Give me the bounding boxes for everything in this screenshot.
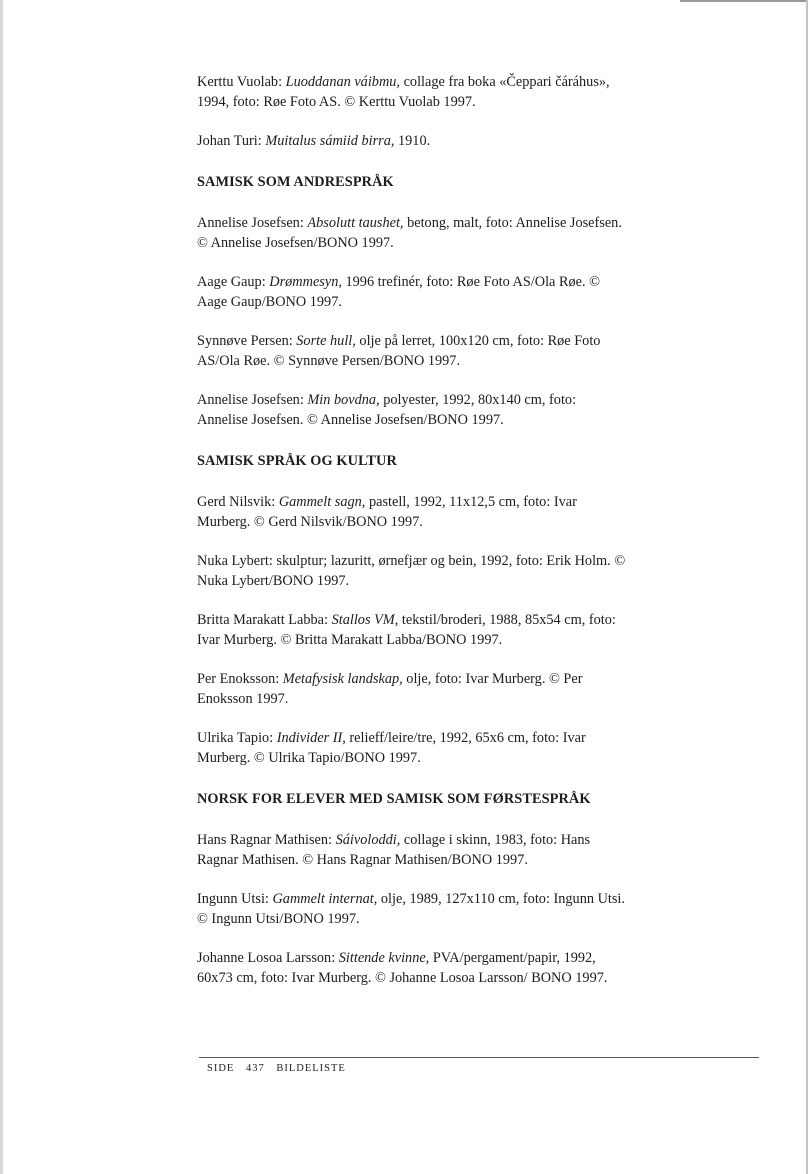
artwork-title: Gammelt internat, [272,891,378,907]
artwork-details: collage i skinn, 1983, foto: Hans Ragnar Mathisen. © Hans Ragnar Mathisen/BONO 1997. [197,832,591,868]
credit-entry [197,610,627,650]
artwork-details: 1910. [394,133,431,149]
section-heading: SAMISK SPRÅK OG KULTUR [197,453,397,469]
credit-entry [197,72,627,112]
credit-entry [197,213,627,253]
credit-entry [197,551,627,591]
artwork-details: polyester, 1992, 80x140 cm, foto: Annelise Josefsen. © Annelise Josefsen/BONO 1997. [197,392,577,428]
artwork-title: Drømmesyn, [269,274,342,290]
artist: Ulrika Tapio: [197,730,277,746]
artwork-title: Muitalus sámiid birra, [265,133,395,149]
artist: Johan Turi: [197,133,266,149]
artist: Per Enoksson: [197,671,283,687]
artwork-title: Individer II, [276,730,346,746]
artwork-details: 1996 trefinér, foto: Røe Foto AS/Ola Røe. © Aage Gaup/BONO 1997. [197,274,601,310]
credit-entry [197,272,627,312]
page-footer [207,1063,354,1074]
credit-entry [197,131,627,151]
artwork-details: PVA/pergament/papir, 1992, 60x73 cm, foto: Ivar Murberg. © Johanne Losoa Larsson/ BONO 1997. [197,950,608,986]
footer-label: SIDE [207,1063,235,1074]
artist: Aage Gaup: [197,274,270,290]
artist: Annelise Josefsen: [197,215,308,231]
artwork-details: olje, foto: Ivar Murberg. © Per Enoksson 1997. [197,671,583,707]
credit-entry [197,728,627,768]
credit-entry [197,889,627,929]
credit-entry [197,331,627,371]
artwork-details: collage fra boka «Čeppari čáráhus», 1994, foto: Røe Foto AS. © Kerttu Vuolab 1997. [197,74,610,110]
artist: Gerd Nilsvik: [197,494,279,510]
credit-entry [197,669,627,709]
artwork-details: olje, 1989, 127x110 cm, foto: Ingunn Utsi. © Ingunn Utsi/BONO 1997. [197,891,625,927]
credit-entry [197,830,627,870]
section-heading: SAMISK SOM ANDRESPRÅK [197,174,394,190]
artwork-title: Luoddanan váibmu, [285,74,401,90]
footer-rule [199,1057,759,1058]
artwork-title: Stallos VM, [331,612,399,628]
page-number: 437 [245,1063,265,1074]
artwork-title: Sáivoloddi, [335,832,401,848]
artwork-title: Absolutt taushet, [307,215,404,231]
artwork-title: Gammelt sagn, [278,494,366,510]
artist: Kerttu Vuolab: [197,74,286,90]
artist: Johanne Losoa Larsson: [197,950,339,966]
artwork-details: relieff/leire/tre, 1992, 65x6 cm, foto: Ivar Murberg. © Ulrika Tapio/BONO 1997. [197,730,586,766]
artwork-title: Metafysisk landskap, [282,671,403,687]
artist: Synnøve Persen: [197,333,297,349]
artwork-title: Sittende kvinne, [338,950,430,966]
section-heading: NORSK FOR ELEVER MED SAMISK SOM FØRSTESPRÅK [197,791,591,807]
artwork-title: Min bovdna, [307,392,380,408]
picture-list [197,72,627,1007]
artwork-details: betong, malt, foto: Annelise Josefsen. © Annelise Josefsen/BONO 1997. [197,215,622,251]
artwork-details: pastell, 1992, 11x12,5 cm, foto: Ivar Murberg. © Gerd Nilsvik/BONO 1997. [197,494,577,530]
scan-edge-top [680,0,808,2]
credit-entry [197,948,627,988]
artist: Ingunn Utsi: [197,891,273,907]
artwork-details: tekstil/broderi, 1988, 85x54 cm, foto: Ivar Murberg. © Britta Marakatt Labba/BONO 1997. [197,612,616,648]
footer-section: BILDELISTE [276,1063,346,1074]
artist: Hans Ragnar Mathisen: [197,832,336,848]
scan-edge-left [0,0,3,1174]
credit-entry [197,390,627,430]
artwork-title: Sorte hull, [296,333,356,349]
credit-entry [197,492,627,532]
artist: Britta Marakatt Labba: [197,612,332,628]
artwork-details: olje på lerret, 100x120 cm, foto: Røe Foto AS/Ola Røe. © Synnøve Persen/BONO 1997. [197,333,601,369]
artist: Nuka Lybert: skulptur; lazuritt, ørnefjær og bein, 1992, foto: Erik Holm. © Nuka Lybert/BONO 1997. [197,553,626,589]
artist: Annelise Josefsen: [197,392,308,408]
